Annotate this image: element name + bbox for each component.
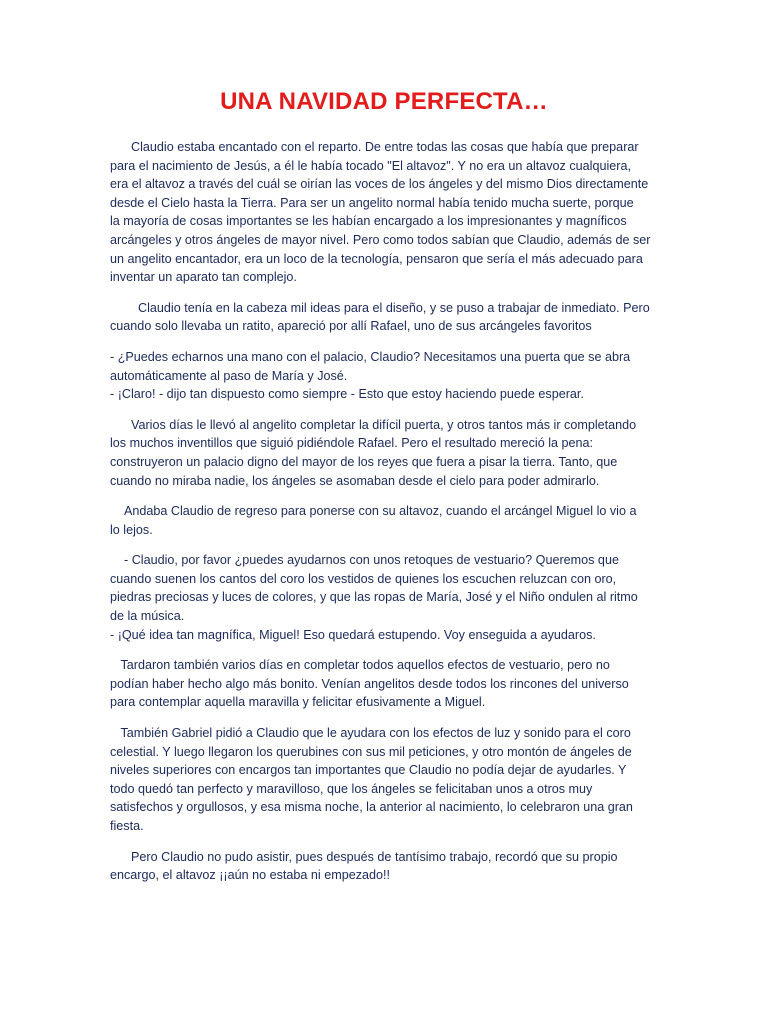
- paragraph-line: arcángeles y otros ángeles de mayor nivel. Pero como todos sabían que Claudio, además de ser: [110, 232, 651, 247]
- story-paragraph: [110, 502, 658, 539]
- story-paragraph: [110, 138, 658, 287]
- page-title: UNA NAVIDAD PERFECTA…: [220, 88, 548, 115]
- paragraph-line: fiesta.: [110, 819, 144, 833]
- paragraph-line: Andaba Claudio de regreso para ponerse con su altavoz, cuando el arcángel Miguel lo vio a: [110, 504, 637, 519]
- paragraph-line: - ¡Claro! - dijo tan dispuesto como siempre - Esto que estoy haciendo puede esperar.: [110, 387, 584, 402]
- paragraph-line: los muchos inventillos que siguió pidiéndole Rafael. Pero el resultado mereció la pena:: [110, 436, 594, 451]
- paragraph-line: - Claudio, por favor ¿puedes ayudarnos con unos retoques de vestuario? Queremos que: [110, 553, 619, 568]
- paragraph-line: de la música.: [110, 609, 185, 624]
- story-paragraph: [110, 348, 658, 404]
- paragraph-line: construyeron un palacio digno del mayor de los reyes que fuera a pisar la tierra. Tanto, que: [110, 454, 618, 469]
- paragraph-line: satisfechos y orgullosos, y esa misma noche, la anterior al nacimiento, lo celebraron una gran: [110, 800, 633, 815]
- paragraph-line: para el nacimiento de Jesús, a él le había tocado "El altavoz". Y no era un altavoz cualquiera,: [110, 158, 631, 173]
- story-paragraph: [110, 848, 658, 885]
- paragraph-line: - ¡Qué idea tan magnífica, Miguel! Eso quedará estupendo. Voy enseguida a ayudaros.: [110, 627, 596, 642]
- paragraph-line: la mayoría de cosas importantes se les habían encargado a los impresionantes y magníficos: [110, 214, 627, 229]
- paragraph-line: cuando no miraba nadie, los ángeles se asomaban desde el cielo para poder admirarlo.: [110, 473, 600, 488]
- paragraph-line: También Gabriel pidió a Claudio que le ayudara con los efectos de luz y sonido para el coro: [110, 726, 631, 741]
- story-body: [110, 138, 658, 897]
- paragraph-line: Pero Claudio no pudo asistir, pues después de tantísimo trabajo, recordó que su propio: [110, 849, 618, 864]
- story-paragraph: [110, 724, 658, 836]
- paragraph-line: lo lejos.: [110, 522, 153, 537]
- paragraph-line: automáticamente al paso de María y José.: [110, 368, 348, 383]
- paragraph-line: Tardaron también varios días en completar todos aquellos efectos de vestuario, pero no: [110, 658, 610, 673]
- paragraph-line: Claudio estaba encantado con el reparto. De entre todas las cosas que había que preparar: [110, 140, 639, 154]
- paragraph-line: Varios días le llevó al angelito completar la difícil puerta, y otros tantos más ir completando: [110, 417, 637, 432]
- paragraph-line: desde el Cielo hasta la Tierra. Para ser un angelito normal había tenido mucha suerte, porque: [110, 195, 634, 210]
- paragraph-line: era el altavoz a través del cuál se oirían las voces de los ángeles y del mismo Dios directamente: [110, 177, 649, 192]
- paragraph-line: niveles superiores con encargos tan importantes que Claudio no podía dejar de ayudarles. Y: [110, 763, 627, 778]
- paragraph-line: para contemplar aquella maravilla y felicitar efusivamente a Miguel.: [110, 695, 486, 710]
- story-paragraph: [110, 416, 658, 490]
- paragraph-line: encargo, el altavoz ¡¡aún no estaba ni empezado!!: [110, 868, 391, 883]
- paragraph-line: cuando solo llevaba un ratito, apareció por allí Rafael, uno de sus arcángeles favoritos: [110, 319, 592, 334]
- paragraph-line: Claudio tenía en la cabeza mil ideas para el diseño, y se puso a trabajar de inmediato. Pero: [110, 300, 650, 315]
- paragraph-line: celestial. Y luego llegaron los querubines con sus mil peticiones, y otro montón de ángeles de: [110, 744, 632, 759]
- paragraph-line: un angelito encantador, era un loco de la tecnología, pensaron que sería el más adecuado para: [110, 251, 643, 266]
- paragraph-line: todo quedó tan perfecto y maravilloso, que los ángeles se felicitaban unos a otros muy: [110, 781, 593, 796]
- story-paragraph: [110, 551, 658, 644]
- paragraph-line: cuando suenen los cantos del coro los vestidos de quienes los escuchen reluzcan con oro,: [110, 571, 617, 586]
- paragraph-line: - ¿Puedes echarnos una mano con el palacio, Claudio? Necesitamos una puerta que se abra: [110, 349, 631, 364]
- story-paragraph: [110, 656, 658, 712]
- story-paragraph: [110, 299, 658, 336]
- paragraph-line: piedras preciosas y luces de colores, y que las ropas de María, José y el Niño ondulen al ritmo: [110, 590, 638, 605]
- paragraph-line: inventar un aparato tan complejo.: [110, 270, 297, 285]
- paragraph-line: podían haber hecho algo más bonito. Venían angelitos desde todos los rincones del universo: [110, 676, 629, 691]
